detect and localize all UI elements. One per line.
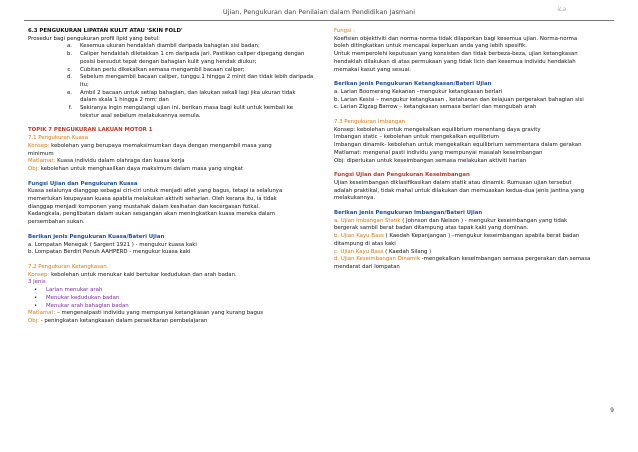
function-label: Fungsi : — [334, 28, 355, 34]
konsep-label: Konsep: — [28, 142, 50, 149]
procedure-intro: Prosedur bagi pengukuran profil lipid yang betul: — [28, 35, 160, 42]
list-item: b. Ujian Kayu Bass ( Kaedah Kepanjangan ) –mengukur keseimbangan apabila berat badan — [334, 233, 580, 240]
matlamat-text: – mengenalpasti individu yang mempunyai ketangkasan yang kurang bagus — [57, 310, 264, 317]
list-item: c. Larian Zigzag Barrow – ketangkasan semasa berlari dan mengubah arah — [334, 104, 537, 111]
list-item: a. Larian Boomerang Kekanan –mengukur ketangkasan berlari — [334, 88, 503, 95]
paragraph-line: Matlamat: mengenal pasti individu yang mempunyai masalah keseimbangan — [334, 149, 543, 156]
list-item: a. Ujian Imbangan Statik ( Johnson dan Nelson ) - mengukur keseimbangan yang tidak — [334, 217, 568, 224]
paragraph-line: melakukannya. — [334, 195, 376, 202]
list-item: f. Sekiranya ingin mengulangi ujian ini, berikan masa bagi kulit untuk kembali ke — [68, 105, 294, 112]
subsection-heading-power: 7.1 Pengukuran Kuasa — [28, 135, 89, 142]
list-item: b. Caliper hendaklah diletakkan 1 cm daripada jari. Pastikan caliper dipegang dengan — [66, 51, 305, 58]
test-battery-heading-power: Berikan jenis Pengukuran Kuasa/Bateri Ujian — [28, 233, 165, 240]
subsection-heading-balance: 7.3 Pengukuran Imbangan — [334, 119, 406, 126]
paragraph-line: Kadangkala, penglibatan dalam sukan sesgangan akan meningkatkan kuasa mereka dalam — [28, 211, 276, 218]
list-item: c. Ujian Kayu Bass ( Kaedah Silang ) — [334, 248, 432, 255]
test-battery-heading-agility: Berikan jenis Pengukuran Ketangkasan/Bateri Ujian — [334, 81, 492, 88]
list-item-continuation: itu; — [80, 81, 89, 88]
function-heading-power: Fungsi Ujian dan Pengukuran Kuasa — [28, 180, 138, 187]
paragraph-line: memakai kasut yang sesuai. — [334, 66, 411, 73]
right-column — [334, 28, 614, 272]
list-item-continuation: tekstur asal sebelum melakukannya semula. — [80, 112, 201, 119]
objektif-text: - peningkatan ketangkasan dalam persekitaran pembelajaran — [40, 317, 208, 324]
list-item: • Menukar arah bahagian badan — [34, 302, 129, 309]
list-item: b. Larian Kesisi – mengukur ketangkasan , ketahanan dan kelajuan pergerakan bahagian sisi — [334, 96, 584, 103]
paragraph-line: Konsep: kebolehan untuk mengekalkan equilibrium menentang daya gravity — [334, 126, 541, 133]
paragraph-line: Imbangan dinamik- kebolehan untuk mengekalkan equilibrium semmentara dalam gerakan — [334, 142, 582, 149]
paragraph-line: adalah praktikal, tidak mahal untuk dilakukan dan memuaskan kedua-dua jenis jantina yang — [334, 187, 584, 194]
section-heading-skinfold: 6.3 PENGUKURAN LIPATAN KULIT ATAU 'SKIN FOLD' — [28, 28, 183, 34]
types-count: 3 jenis — [28, 279, 46, 286]
konsep-label: Konsep: — [28, 271, 50, 278]
function-heading-balance: Fungsi Ujian dan Pengukuran Keseimbangan — [334, 172, 470, 179]
topic-heading: TOPIK 7 PENGUKURAN LAKUAN MOTOR 1 — [28, 127, 153, 134]
paragraph-line: boleh ditingkatkan untuk mencapai keperluan anda yang lebih spesifik. — [334, 43, 528, 50]
paragraph-line: dianggap menjadi komponen yang mustahak dalam kesihatan dan kecergasan fizikal. — [28, 203, 260, 210]
konsep-continuation: minimum — [28, 150, 54, 157]
list-item: • Larian menukar arah — [34, 287, 103, 294]
list-item: b. Lompatan Berdiri Penuh AAHPERD - mengukur kuasa kaki — [28, 249, 191, 256]
bullet-icon: • — [34, 302, 38, 309]
objektif-label: Obj: — [28, 165, 39, 172]
list-item: a. Lompatan Menegak ( Sargent 1921 ) - mengukur kuasa kaki — [28, 241, 197, 248]
konsep-text: kebolehan untuk menukar kaki bertukar kedudukan dan arah badan. — [51, 271, 237, 278]
list-item-continuation: posisi bersudut tepat dengan bahagian kulit yang hendak diukur; — [80, 58, 257, 65]
list-item: e. Ambil 2 bacaan untuk setiap bahagian, dan lakukan sekali lagi jika ukuran tidak — [66, 89, 296, 96]
test-battery-heading-balance: Berikan jenis Pengukuran Imbangan/Bateri Ujian — [334, 210, 483, 217]
list-item: d. Ujian Keseimbangan Dinamik -mengekalkan keseimbangan semasa pergerakan dan semasa — [334, 256, 591, 263]
objektif-label: Obj: — [28, 317, 39, 324]
paragraph-line: Ujian keseimbangan diklasifikasikan dalam statik atau dinamik. Rumusan ujian tersebut — [334, 179, 572, 186]
bullet-icon: • — [34, 287, 38, 294]
paragraph-line: Koefisien objektiviti dan norma-norma tidak dilaporkan bagi kesemua ujian. Norma-norma — [334, 35, 578, 42]
list-item-continuation: bergerak sambil berat badan ditampung atas tapak kaki yang dominan. — [334, 225, 529, 232]
paragraph-line: hendaklah dilakukan di atas permukaan yang tidak licin dan kesemua individu hendaklah — [334, 58, 576, 65]
objektif-text: kebolehan untuk menghasilkan daya maksimum dalam masa yang singkat — [40, 165, 243, 172]
paragraph-line: memerlukan keupayaan kuasa apabila melakukan aktiviti seharian. Oleh kerana itu, ia tidak — [28, 196, 277, 203]
matlamat-label: Matlamat: — [28, 310, 56, 317]
paragraph-line: persembahan sukan. — [28, 219, 85, 226]
list-item: c. Cubitan perlu dikekalkan semasa mengambil bacaan caliper; — [67, 66, 245, 73]
paragraph-line: Kuasa selalunya dianggap sebagai ciri-ciri untuk menjadi atlet yang bagus, tetapi ia selalunya — [28, 188, 283, 195]
matlamat-label: Matlamat: — [28, 158, 56, 165]
header-logo: iLa — [557, 6, 566, 13]
matlamat-text: Kuasa individu dalam olahraga dan kuasa kerja — [57, 158, 185, 165]
list-item: • Menukar kedudukan badan — [34, 294, 120, 301]
list-item: a. Kesemua ukuran hendaklah diambil daripada bahagian sisi badan; — [66, 43, 260, 50]
list-item-continuation: ditampung di atas kaki — [334, 240, 396, 247]
paragraph-line: Untuk memperolehi keputusan yang konsisten dan tidak berbeza-beza, ujian ketangkasan — [334, 51, 578, 58]
konsep-text: kebolehan yang berupaya memaksimumkan daya dengan mengambil masa yang — [51, 142, 272, 149]
list-item: d. Sebelum mengambil bacaan caliper, tunggu 1 hingga 2 minit dan tidak lebih daripada — [66, 74, 314, 81]
list-item-continuation: mendarat dari lompatan — [334, 263, 400, 270]
left-column — [28, 28, 318, 326]
paragraph-line: Obj: diperlukan untuk keseimbangan semasa melakukan aktiviti harian — [334, 157, 527, 164]
bullet-icon: • — [34, 294, 38, 301]
procedure-list — [28, 43, 318, 120]
header-title: Ujian, Pengukuran dan Penilaian dalam Pendidikan Jasmani — [222, 8, 416, 16]
list-item-continuation: dalam skala 1 hingga 2 mm; dan — [80, 97, 169, 104]
header-divider — [24, 20, 614, 21]
paragraph-line: Imbangan static – kebolehan untuk mengekalkan equilibrium — [334, 134, 500, 141]
page-number: 9 — [610, 407, 614, 414]
subsection-heading-agility: 7.2 Pengukuran Ketangkasan — [28, 263, 107, 270]
page-header — [0, 0, 638, 22]
